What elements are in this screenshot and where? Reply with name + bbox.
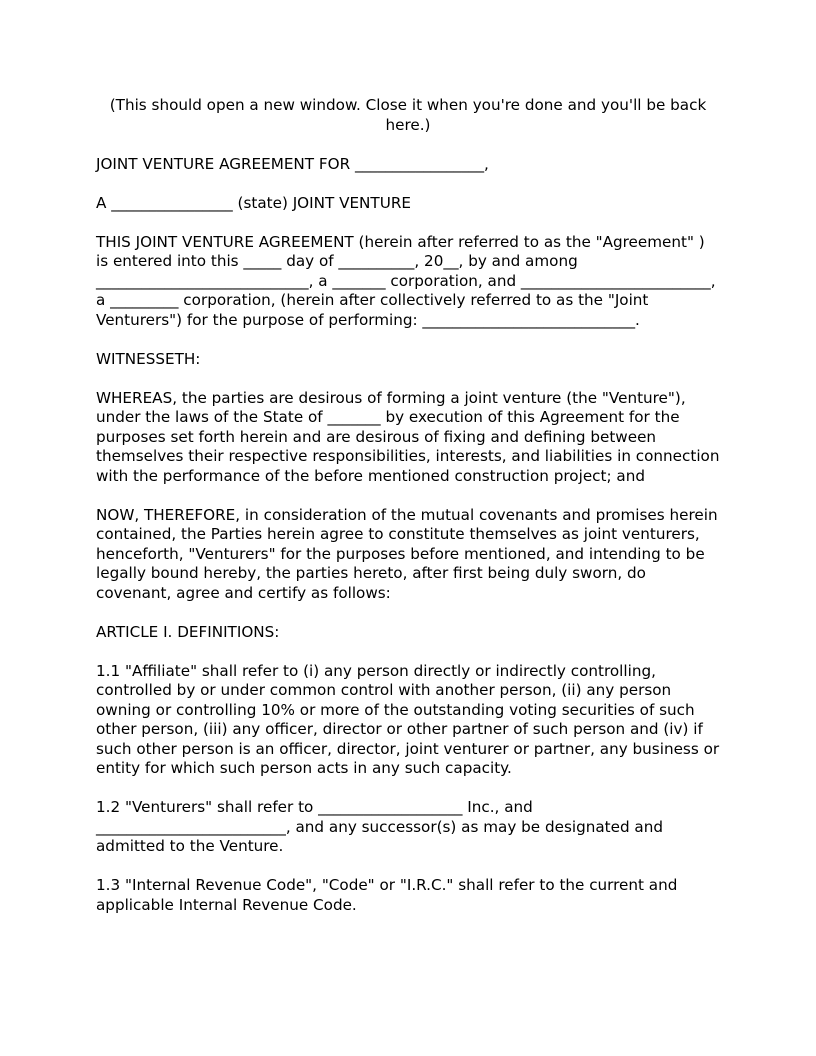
whereas-paragraph: WHEREAS, the parties are desirous of forming a joint venture (the "Venture"), under the laws of the State of _______ by execution of this Agreement for the purposes set forth herein and are desirous of fixing and defining between themselves their respective responsibilities, interests, and liabilities in connection with the performance of the before mentioned construction project; and <box>96 388 720 485</box>
definition-1-2: 1.2 "Venturers" shall refer to ___________________ Inc., and _________________________, and any successor(s) as may be designated and admitted to the Venture. <box>96 798 663 855</box>
spacer <box>96 369 720 389</box>
document-page <box>96 96 720 915</box>
agreement-title: JOINT VENTURE AGREEMENT FOR _________________, <box>96 154 489 173</box>
spacer <box>96 486 720 506</box>
spacer <box>96 603 720 623</box>
witnesseth-heading: WITNESSETH: <box>96 349 201 368</box>
article-1-heading: ARTICLE I. DEFINITIONS: <box>96 622 280 641</box>
state-line: A ________________ (state) JOINT VENTURE <box>96 193 411 212</box>
spacer <box>96 213 720 233</box>
spacer <box>96 135 720 155</box>
spacer <box>96 642 720 662</box>
intro-paragraph: THIS JOINT VENTURE AGREEMENT (herein after referred to as the "Agreement" ) is entered into this _____ day of __________, 20__, by and among ____________________________, a _______ corporation, and _________________________, a _________ corporation, (herein after collectively referred to as the "Joint Venturers") for the purpose of performing: ____________________________. <box>96 232 716 329</box>
spacer <box>96 330 720 350</box>
definition-1-3: 1.3 "Internal Revenue Code", "Code" or "I.R.C." shall refer to the current and applicable Internal Revenue Code. <box>96 876 678 914</box>
spacer <box>96 857 720 877</box>
popup-note: (This should open a new window. Close it when you're done and you'll be back here.) <box>109 96 707 134</box>
now-therefore-paragraph: NOW, THEREFORE, in consideration of the mutual covenants and promises herein contained, the Parties herein agree to constitute themselves as joint venturers, henceforth, "Venturers" for the purposes before mentioned, and intending to be legally bound hereby, the parties hereto, after first being duly sworn, do covenant, agree and certify as follows: <box>96 505 718 602</box>
definition-1-1: 1.1 "Affiliate" shall refer to (i) any person directly or indirectly controlling, controlled by or under common control with another person, (ii) any person owning or controlling 10% or more of the outstanding voting securities of such other person, (iii) any officer, director or other partner of such person and (iv) if such other person is an officer, director, joint venturer or partner, any business or entity for which such person acts in any such capacity. <box>96 661 720 777</box>
spacer <box>96 779 720 799</box>
spacer <box>96 174 720 194</box>
